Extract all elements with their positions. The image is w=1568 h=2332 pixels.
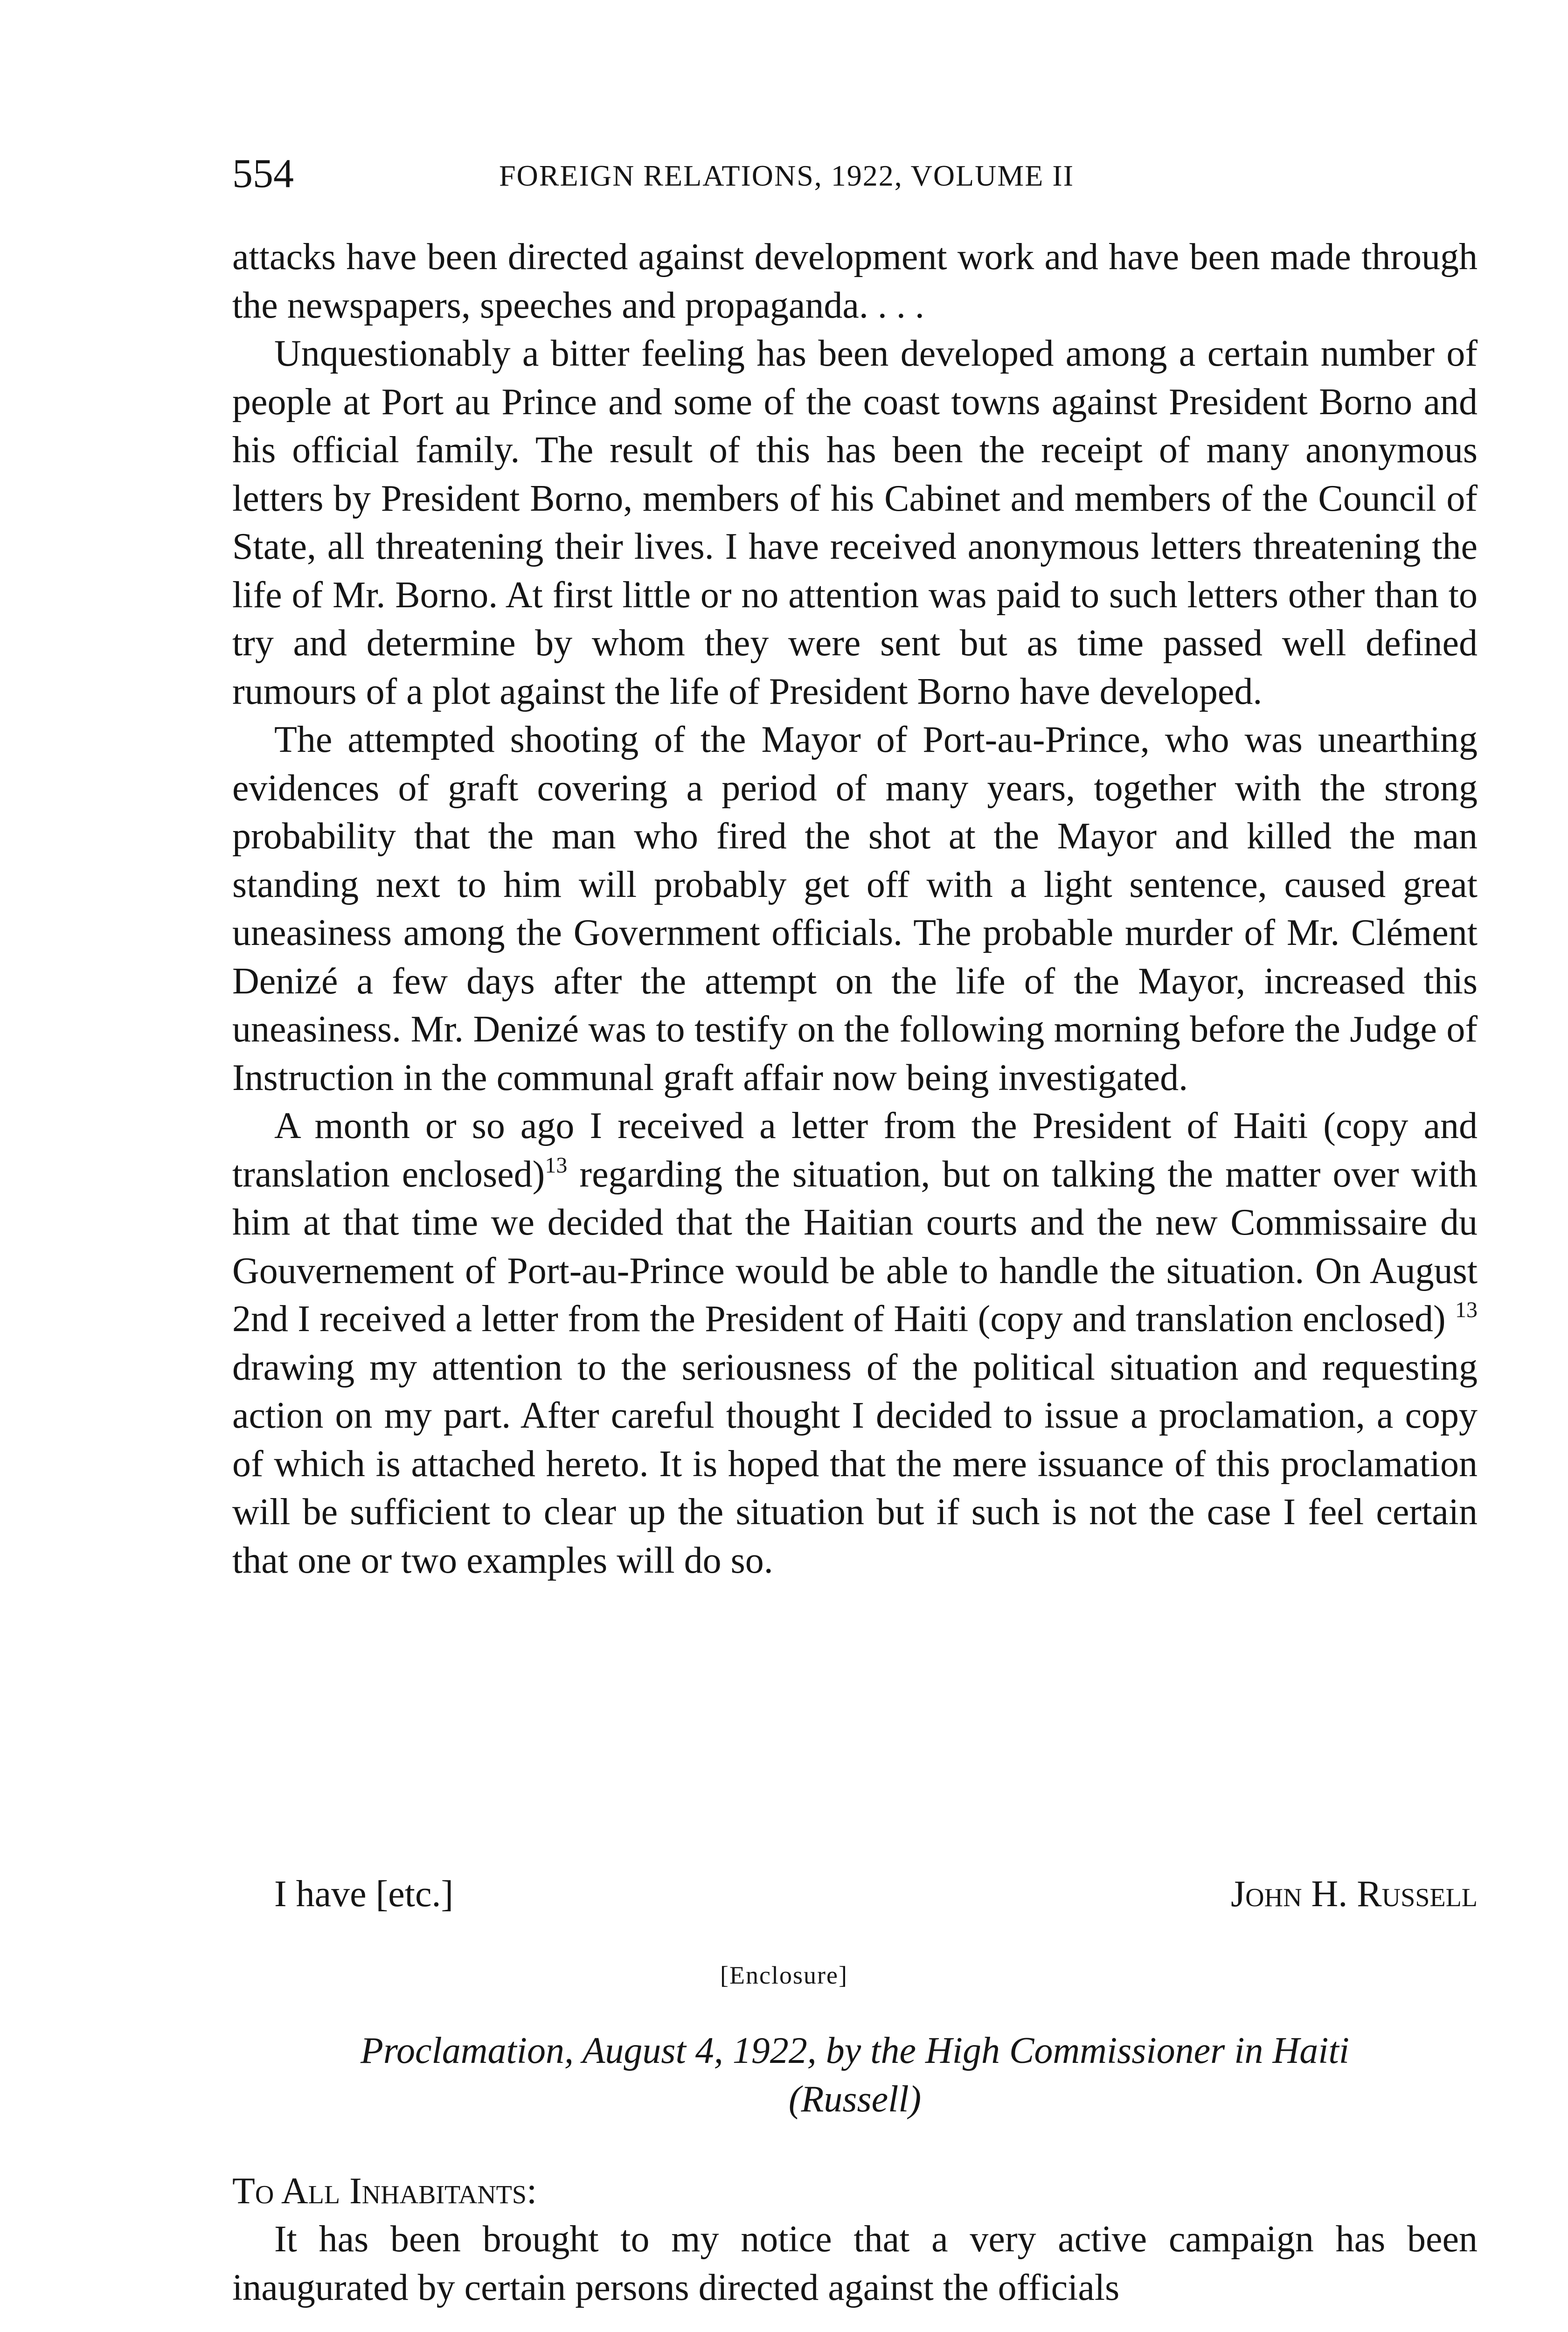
page-number: 554 [232,151,294,196]
enclosure-label: [Enclosure] [720,1961,848,1989]
signature: John H. Russell [1231,1874,1478,1915]
letter-body [232,233,1478,1585]
footnote-reference[interactable]: 13 [1455,1298,1478,1322]
paragraph-1: attacks have been directed against development work and have been made through the newspapers, speeches and propaganda. . . . [232,236,1478,326]
proclamation-title [232,2027,1478,2124]
running-head: FOREIGN RELATIONS, 1922, VOLUME II [499,159,1074,192]
proclamation-paragraph: It has been brought to my notice that a very active campaign has been inaugurated by certain persons directed against the officials [232,2219,1478,2308]
paragraph-4-part-c: drawing my attention to the seriousness of the political situation and requesting action on my part. After careful thought I decided to issue a proclamation, a copy of which is attached hereto. It is hoped that the mere issuance of this proclamation will be sufficient to clear up the situation but if such is not the case I feel certain that one or two examples will do so. [232,1346,1478,1581]
paragraph-4-part-b: regarding the situation, but on talking the matter over with him at that time we decided that the Haitian courts and the new Commissaire du Gouvernement of Port-au-Prince would be able to handle the situation. On August 2nd I received a letter from the President of Haiti (copy and translation enclosed) [232,1153,1478,1340]
paragraph-2: Unquestionably a bitter feeling has been developed among a certain number of people at Port au Prince and some of the coast towns against President Borno and his official family. The result of this has been the receipt of many anonymous letters by President Borno, members of his Cabinet and members of the Council of State, all threatening their lives. I have received anonymous letters threatening the life of Mr. Borno. At first little or no attention was paid to such letters other than to try and determine by whom they were sent but as time passed well defined rumours of a plot against the life of President Borno have developed. [232,333,1478,712]
page-header [0,148,1568,200]
proclamation-title-line-2: (Russell) [788,2079,922,2120]
paragraph-4-part-a: A month or so ago I received a letter from the President of Haiti (copy and translation enclosed) [232,1105,1478,1195]
proclamation-title-line-1: Proclamation, August 4, 1922, by the High Commissioner in Haiti [361,2030,1349,2071]
paragraph-4 [232,1102,1478,1585]
footnote-reference[interactable]: 13 [545,1152,568,1178]
closing-greeting: I have [etc.] [274,1874,454,1915]
salutation: To All Inhabitants: [232,2171,537,2212]
paragraph-3: The attempted shooting of the Mayor of Port-au-Prince, who was unearthing evidences of graft covering a period of many years, together with the strong probability that the man who fired the shot at the Mayor and killed the man standing next to him will probably get off with a light sentence, caused great uneasiness among the Government officials. The probable murder of Mr. Clément Denizé a few days after the attempt on the life of the Mayor, increased this uneasiness. Mr. Denizé was to testify on the following morning before the Judge of Instruction in the communal graft affair now being investigated. [232,719,1478,1098]
proclamation-body [232,2215,1478,2312]
